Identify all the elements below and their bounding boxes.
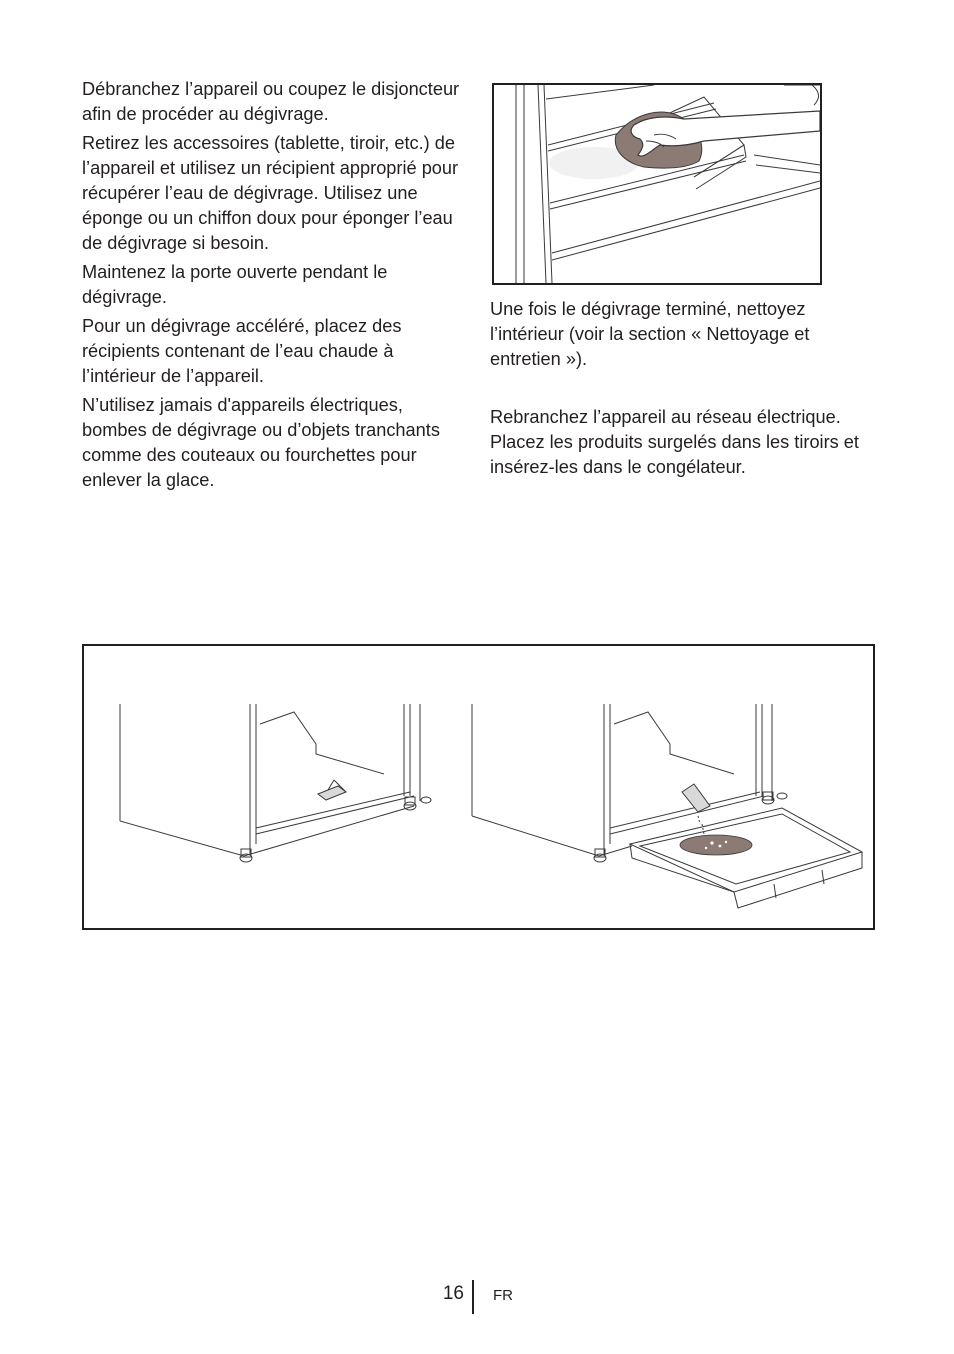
paragraph-accelerated-defrost: Pour un dégivrage accéléré, placez des récipients contenant de l’eau chaude à l’intérieur de l’appareil. bbox=[82, 316, 402, 386]
paragraph-warning-tools: N’utilisez jamais d'appareils électriques, bombes de dégivrage ou d’objets tranchants comme des couteaux ou fourchettes pour enlever la glace. bbox=[82, 395, 440, 490]
paragraph-reconnect: Rebranchez l’appareil au réseau électrique. Placez les produits surgelés dans les tiroirs et insérez-les dans le congélateur. bbox=[490, 407, 859, 477]
paragraph-remove-accessories: Retirez les accessoires (tablette, tiroir, etc.) de l’appareil et utilisez un récipient approprié pour récupérer l’eau de dégivrage. Utilisez une éponge ou un chiffon doux pour éponger l’eau de dégivrage si besoin. bbox=[82, 133, 459, 253]
right-text-column bbox=[490, 297, 880, 480]
paragraph-clean-interior: Une fois le dégivrage terminé, nettoyez l’intérieur (voir la section « Nettoyage et entretien »). bbox=[490, 299, 810, 369]
drain-water-drawing bbox=[84, 646, 873, 928]
illustration-drain-water bbox=[82, 644, 875, 930]
left-text-column bbox=[82, 77, 467, 497]
footer-divider bbox=[472, 1280, 474, 1314]
wiping-interior-drawing bbox=[494, 85, 820, 283]
paragraph-keep-door-open: Maintenez la porte ouverte pendant le dégivrage. bbox=[82, 262, 388, 307]
illustration-wiping-interior bbox=[492, 83, 822, 285]
page-number: 16 bbox=[442, 1283, 464, 1304]
page-footer bbox=[0, 1280, 954, 1316]
language-code: FR bbox=[493, 1287, 513, 1304]
paragraph-unplug: Débranchez l’appareil ou coupez le disjoncteur afin de procéder au dégivrage. bbox=[82, 79, 460, 124]
